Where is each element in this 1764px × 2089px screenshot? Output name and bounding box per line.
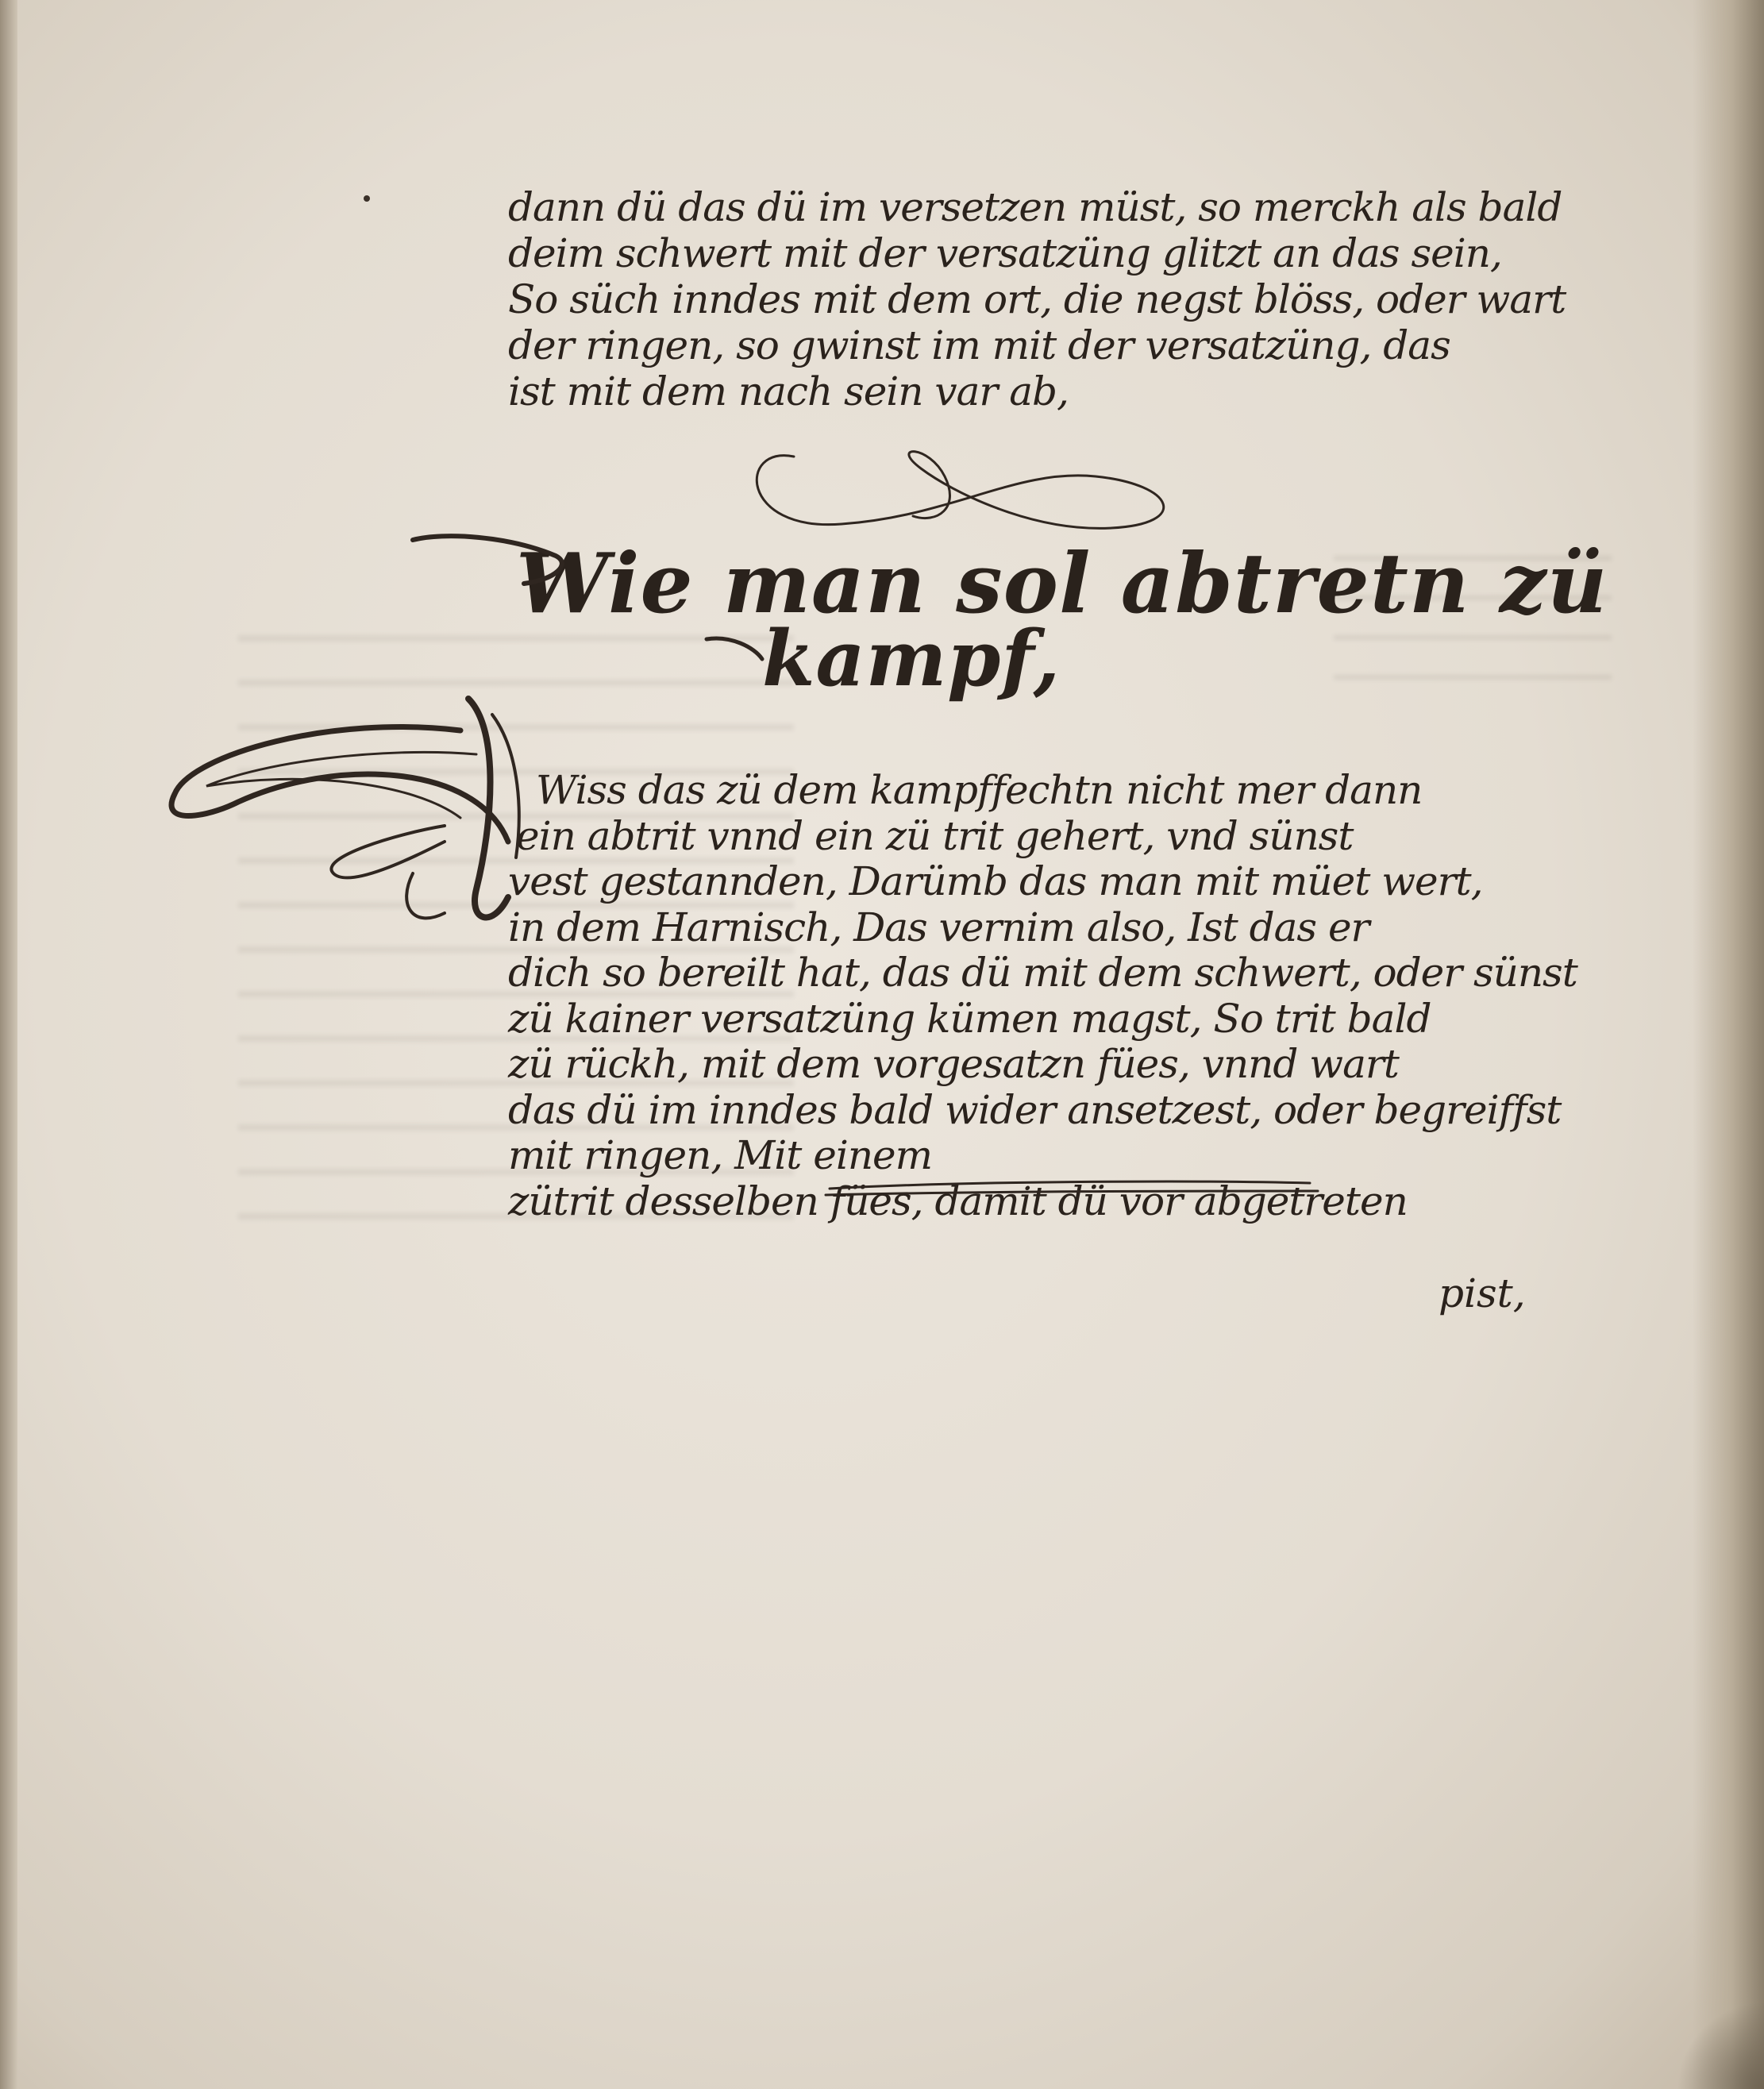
page-corner-wear — [1677, 2002, 1764, 2089]
text-line: der ringen, so gwinst im mit der versatzüng, das — [508, 322, 1450, 368]
ink-dot — [364, 195, 370, 202]
passage-top — [508, 184, 1566, 414]
text-line: zü rückh, mit dem vorgesatzn fües, vnnd wart — [508, 1041, 1399, 1087]
loop-flourish-top — [757, 452, 1163, 529]
text-line: So süch inndes mit dem ort, die negst blöss, oder wart — [508, 276, 1566, 322]
text-line: mit ringen, Mit einem — [508, 1132, 933, 1178]
text-line: ein abtrit vnnd ein zü trit gehert, vnd sünst — [516, 812, 1354, 859]
text-line: deim schwert mit der versatzüng glitzt an das sein, — [508, 230, 1502, 276]
text-line: ist mit dem nach sein var ab, — [508, 368, 1069, 414]
text-line: in dem Harnisch, Das vernim also, Ist das er — [508, 904, 1369, 950]
page-left-edge — [0, 0, 17, 2089]
text-line: zütrit desselben fües, damit dü vor abgetreten — [508, 1177, 1408, 1224]
final-word: pist, — [1439, 1270, 1526, 1316]
text-line: vest gestannden, Darümb das man mit müet wert, — [508, 858, 1483, 904]
text-line: zü kainer versatzüng kümen magst, So trit bald — [508, 995, 1431, 1042]
passage-main — [508, 768, 1577, 1224]
text-line: dann dü das dü im versetzen müst, so merckh als bald — [508, 184, 1562, 230]
page-right-edge — [1693, 0, 1764, 2089]
text-line: Wiss das zü dem kampffechtn nicht mer dann — [536, 767, 1423, 813]
text-line: dich so bereilt hat, das dü mit dem schwert, oder sünst — [508, 950, 1577, 996]
section-heading-line1: Wie man sol abtretn zü — [516, 534, 1608, 632]
section-heading-line2: kampf, — [762, 614, 1061, 703]
text-line: das dü im inndes bald wider ansetzest, oder begreiffst — [508, 1086, 1562, 1133]
